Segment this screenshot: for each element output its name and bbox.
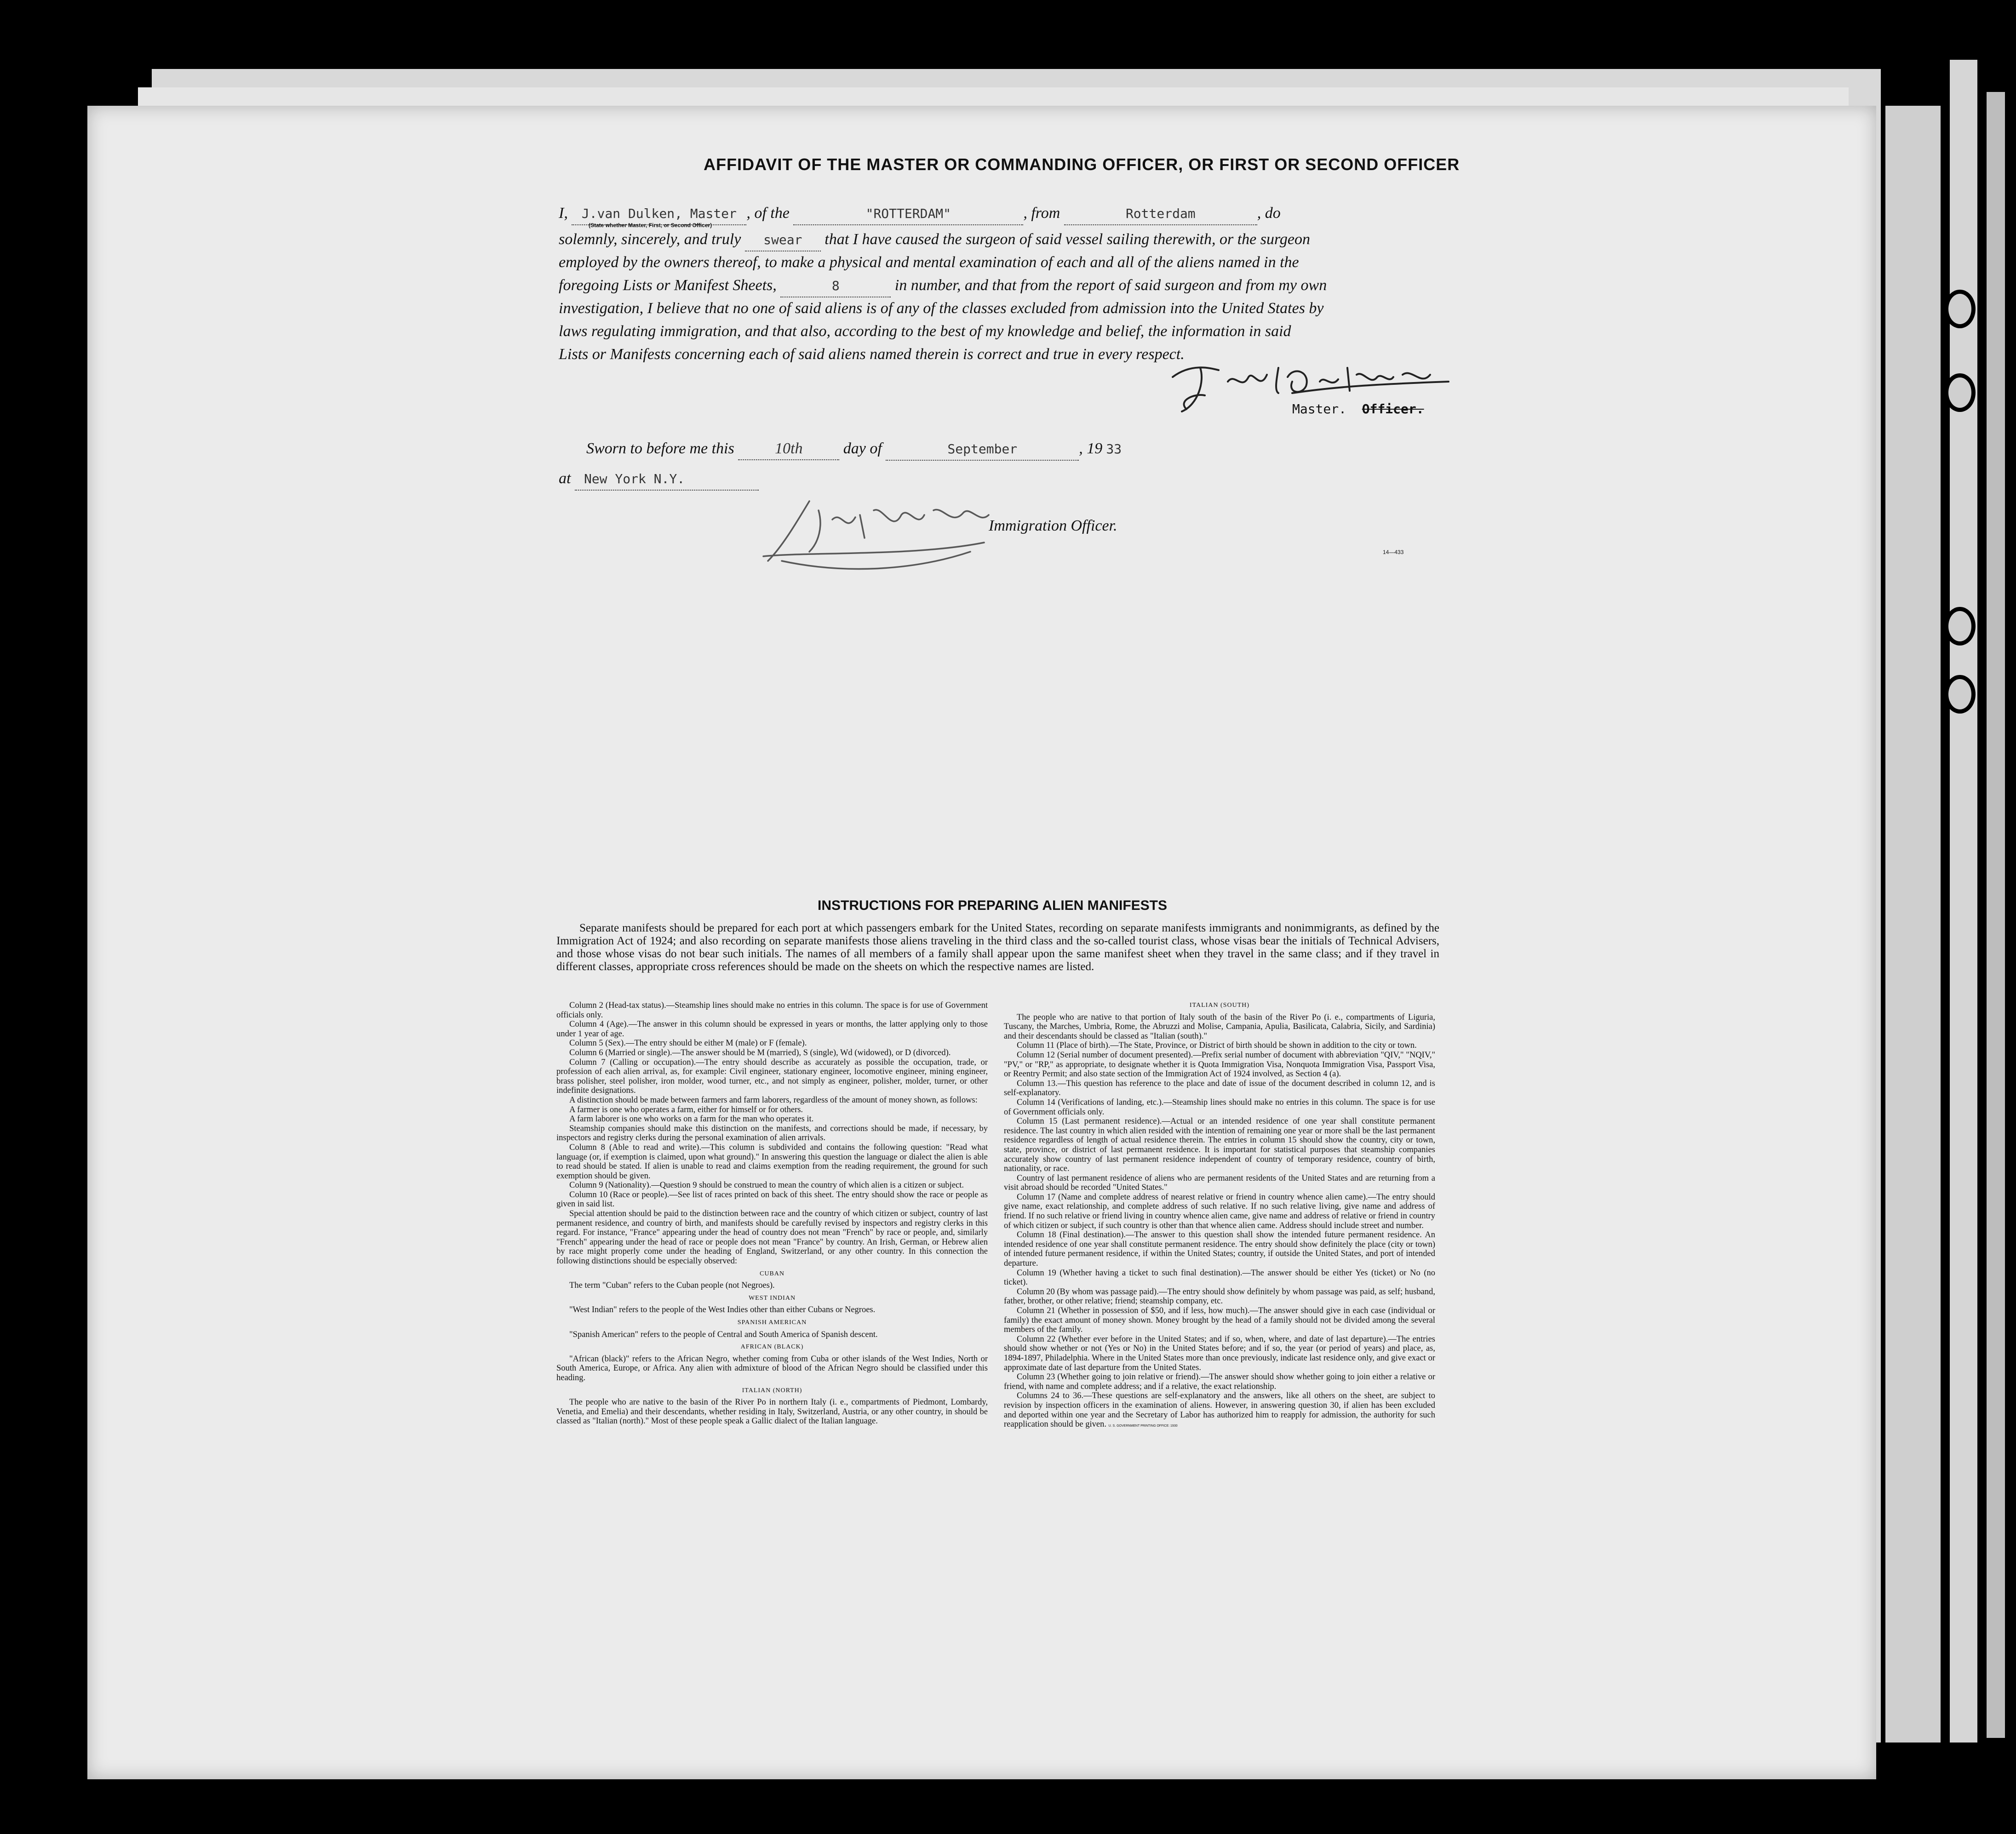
section-heading: SPANISH AMERICAN — [737, 1319, 807, 1326]
instructions-left-column — [556, 1001, 988, 1426]
instruction-paragraph: Column 5 (Sex).—The entry should be either M (male) or F (female). — [569, 1039, 807, 1048]
affidavit-line: employed by the owners thereof, to make a physical and mental examination of each and all of the aliens named in the — [559, 254, 1299, 271]
manifest-page — [87, 106, 1876, 1779]
instruction-paragraph: A farm laborer is one who works on a farm for the man who operates it. — [569, 1114, 814, 1124]
instruction-paragraph: Columns 24 to 36.—These questions are self-explanatory and the answers, like all others on the sheet, are subject to revision by inspection officers in the examination of aliens. However, in answering question 30, if alien has been excluded and deported within one year and the Secretary of Labor has authorized him to reapply for admission, the authority for such reapplication should be given. U. S. GOVERNMENT PRINTING OFFICE: 1930 — [1004, 1391, 1435, 1429]
affidavit-line: laws regulating immigration, and that also, according to the best of my knowledge and belief, the information in said — [559, 323, 1291, 340]
officer-name-field: J.van Dulken, Master — [572, 203, 746, 225]
instruction-paragraph: A distinction should be made between farmers and farm laborers, regardless of the amount of money shown, as follows: — [569, 1095, 978, 1105]
section-heading: ITALIAN (SOUTH) — [1189, 1002, 1250, 1009]
vessel-name-field: "ROTTERDAM" — [793, 203, 1023, 225]
instruction-paragraph: The people who are native to the basin of the River Po in northern Italy (i. e., compartments of Piedmont, Lombardy, Venetia, and Emelia) and their descendants, whether residing in Italy, Switzerland, Austria, or any other country, in should be classed as "Italian (north)." Most of these people speak a Gallic dialect of the Italian language. — [556, 1398, 988, 1426]
instruction-paragraph: Column 7 (Calling or occupation).—The entry should describe as accurately as possible the occupation, trade, or profession of each alien arrival, as, for example: Civil engineer, stationary engineer, locomotive engineer, mining engineer, brass polisher, steel polisher, iron molder, wood turner, etc., and not simply as engineer, polisher, molder, turner, or other indefinite designations. — [556, 1057, 988, 1096]
master-officer-line — [1292, 401, 1424, 417]
affidavit-line: I, J.van Dulken, Master , of the "ROTTERDAM" , from Rotterdam , do — [559, 202, 1281, 225]
instruction-paragraph: "Spanish American" refers to the people of Central and South America of Spanish descent. — [569, 1330, 878, 1339]
instruction-paragraph: Column 15 (Last permanent residence).—Actual or an intended residence of one year shall constitute permanent residence. The last country in which alien resided with the intention of remaining one year or more shall be the last permanent residence regardless of length of actual residence therein. The entries in column 15 should show the country, city or town, state, province, or district of last permanent residence. It is important for statistical purposes that steamship companies accurately show country of last permanent residence independent of country of temporary residence, country of birth, nationality, or race. — [1004, 1117, 1435, 1174]
instruction-paragraph: Steamship companies should make this distinction on the manifests, and corrections should be made, if necessary, by inspectors and registry clerks during the personal examination of alien arrivals. — [556, 1124, 988, 1143]
section-heading: CUBAN — [759, 1270, 785, 1277]
instructions-intro: Separate manifests should be prepared for each port at which passengers embark for the United States, recording on separate manifests immigrants and nonimmigrants, as defined by the Immigration Act of 1924; and also recording on separate manifests those aliens traveling in the third class and the so-called tourist class, whose visas bear the initials of Technical Advisers, and those whose visas do not bear such initials. The names of all members of a family shall appear upon the same manifest sheet when they travel in the same class; and if they travel in different classes, appropriate cross references should be made on the sheets on which the respective names are listed. — [556, 922, 1439, 973]
section-heading: ITALIAN (NORTH) — [742, 1387, 802, 1394]
punch-hole — [1944, 373, 1976, 412]
gpo-imprint: U. S. GOVERNMENT PRINTING OFFICE: 1930 — [1108, 1424, 1178, 1428]
instruction-paragraph: Column 12 (Serial number of document presented).—Prefix serial number of document with abbreviation "QIV," "NQIV," "PV," or "RP," as appropriate, to designate whether it is Quota Immigration Visa, Nonquota Immigration Visa, Passport Visa, or Reentry Permit; and also state section of the Immigration Act of 1924 involved, as Section 4 (a). — [1004, 1050, 1435, 1079]
sworn-line: Sworn to before me this 10th day of September , 19 33 — [586, 438, 1125, 461]
instruction-paragraph: Column 17 (Name and complete address of nearest relative or friend in country whence alien came).—The entry should give name, exact relationship, and complete address of such relative. If no such relative living, give name and address of friend. If no such relative or friend living in country whence alien came, give name and address of relative or friend in country of which citizen or subject, if such country is other than that whence alien came. Address should include street and number. — [1004, 1192, 1435, 1230]
instruction-paragraph: Column 13.—This question has reference to the place and date of issue of the document described in column 12, and is self-explanatory. — [1004, 1079, 1435, 1098]
instruction-paragraph: Column 6 (Married or single).—The answer should be M (married), S (single), Wd (widowed), or D (divorced). — [569, 1048, 951, 1057]
instruction-paragraph: A farmer is one who operates a farm, either for himself or for others. — [569, 1105, 803, 1114]
instruction-paragraph: Special attention should be paid to the distinction between race and the country of which citizen or subject, country of last permanent residence, and country of birth, and manifests should be carefully revised by inspectors and registry clerks in this regard. For instance, "France" appearing under the head of country does not mean "French" by race or people, and, similarly "French" appearing under the head of race or people does not mean "France" by country. An Irish, German, or Hebrew alien by race might properly come under the heading of England, Switzerland, or any other country. In this connection the following distinctions should be especially observed: — [556, 1209, 988, 1266]
instruction-paragraph: Column 8 (Able to read and write).—This column is subdivided and contains the following question: "Read what language (or, if exemption is claimed, upon what ground)." In answering this question the language or dialect the alien is able to read should be stated. If alien is unable to read and claims exemption from the reading requirement, the ground for such exemption should be given. — [556, 1143, 988, 1181]
affidavit-line: Lists or Manifests concerning each of said aliens named therein is correct and true in every respect. — [559, 346, 1185, 363]
instruction-paragraph: Column 21 (Whether in possession of $50, and if less, how much).—The answer should give in each case (individual or family) the exact amount of money shown. Money brought by the head of a family should not be divided among the several members of the family. — [1004, 1306, 1435, 1335]
section-heading: WEST INDIAN — [748, 1294, 796, 1302]
page-edge-strip — [1885, 106, 1941, 1743]
instruction-paragraph: "West Indian" refers to the people of the West Indies other than either Cubans or Negroes. — [569, 1305, 876, 1315]
instruction-paragraph: Column 10 (Race or people).—See list of races printed on back of this sheet. The entry should show the race or people as given in said list. — [556, 1190, 988, 1209]
sworn-day-field: 10th — [738, 438, 839, 460]
affidavit-line: solemnly, sincerely, and truly swear that I have caused the surgeon of said vessel sailing therewith, or the surgeon — [559, 229, 1310, 251]
port-field: Rotterdam — [1064, 203, 1257, 225]
instruction-paragraph: Column 2 (Head-tax status).—Steamship lines should make no entries in this column. The space is for use of Government officials only. — [556, 1001, 988, 1020]
instructions-title: INSTRUCTIONS FOR PREPARING ALIEN MANIFESTS — [818, 898, 1168, 913]
affidavit-title: AFFIDAVIT OF THE MASTER OR COMMANDING OFFICER, OR FIRST OR SECOND OFFICER — [704, 155, 1460, 174]
instruction-paragraph: Column 4 (Age).—The answer in this column should be expressed in years or months, the latter applying only to those under 1 year of age. — [556, 1020, 988, 1039]
punch-hole — [1944, 607, 1976, 646]
instruction-paragraph: Column 20 (By whom was passage paid).—The entry should show definitely by whom passage was paid, as self; husband, father, brother, or other relative; friend; steamship company, etc. — [1004, 1287, 1435, 1306]
affidavit-line: investigation, I believe that no one of said aliens is of any of the classes excluded from admission into the United States by — [559, 300, 1324, 317]
officer-word-struck: Officer. — [1362, 401, 1424, 417]
punch-hole — [1944, 290, 1976, 328]
instruction-paragraph: The term "Cuban" refers to the Cuban people (not Negroes). — [569, 1281, 775, 1291]
master-word: Master. — [1292, 401, 1347, 417]
form-number: 14—433 — [1383, 549, 1404, 555]
instruction-paragraph: Column 18 (Final destination).—The answer to this question shall show the intended future permanent residence. An intended residence of one year shall constitute permanent residence. The entry should show definitely the place (city or town) of intended future permanent residence, if within the United States; country, if outside the United States, and port of intended departure. — [1004, 1230, 1435, 1268]
instruction-paragraph: Country of last permanent residence of aliens who are permanent residents of the United States and are returning from a visit abroad should be recorded "United States." — [1004, 1173, 1435, 1193]
sheet-count-field: 8 — [780, 275, 891, 297]
place-field: New York N.Y. — [575, 468, 759, 491]
instruction-paragraph: Column 9 (Nationality).—Question 9 should be construed to mean the country of which alien is a citizen or subject. — [569, 1181, 964, 1190]
punch-hole — [1944, 675, 1976, 714]
instruction-paragraph: Column 14 (Verifications of landing, etc.).—Steamship lines should make no entries in this column. The space is for use of Government officials only. — [1004, 1097, 1435, 1117]
instruction-paragraph: "African (black)" refers to the African Negro, whether coming from Cuba or other islands of the West Indies, North or South America, Europe, or Africa. Any alien with admixture of blood of the African Negro should be classified under this heading. — [556, 1354, 988, 1383]
instruction-paragraph: The people who are native to that portion of Italy south of the basin of the River Po (i. e., compartments of Liguria, Tuscany, the Marches, Umbria, Rome, the Abruzzi and Molise, Campania, Apulia, Basilicata, Calabria, Sicily, and Sardinia) and their descendants should be classed as "Italian (south)." — [1004, 1012, 1435, 1041]
instruction-paragraph: Column 22 (Whether ever before in the United States; and if so, when, where, and date of last departure).—The entries should show whether or not (Yes or No) in the United States before; and if so, the year (or period of years) and place, as, 1894-1897, Philadelphia. Where in the United States more than once previously, indicate last residence only, and give exact or approximate date of last departure from the United States. — [1004, 1334, 1435, 1372]
sworn-month-field: September — [886, 438, 1079, 461]
affidavit-line: foregoing Lists or Manifest Sheets, 8 in number, and that from the report of said surgeon and from my own — [559, 274, 1327, 297]
officer-hint: (State whether Master, First, or Second Officer) — [589, 222, 712, 229]
immigration-officer-label: Immigration Officer. — [989, 517, 1117, 534]
instruction-paragraph: Column 23 (Whether going to join relative or friend).—The answer should show whether going to join either a relative or friend, with name and complete address; and if a relative, the exact relationship. — [1004, 1372, 1435, 1391]
instruction-paragraph: Column 11 (Place of birth).—The State, Province, or District of birth should be shown in addition to the city or town. — [1017, 1041, 1417, 1051]
place-line: at New York N.Y. — [559, 468, 759, 491]
section-heading: AFRICAN (BLACK) — [740, 1343, 804, 1351]
sworn-year-field: 33 — [1106, 441, 1122, 457]
oath-field: swear — [745, 229, 821, 251]
instructions-right-column — [1004, 1001, 1435, 1431]
page-edge-strip — [1987, 92, 2005, 1738]
instruction-paragraph: Column 19 (Whether having a ticket to such final destination).—The answer should be either Yes (ticket) or No (no ticket). — [1004, 1268, 1435, 1287]
